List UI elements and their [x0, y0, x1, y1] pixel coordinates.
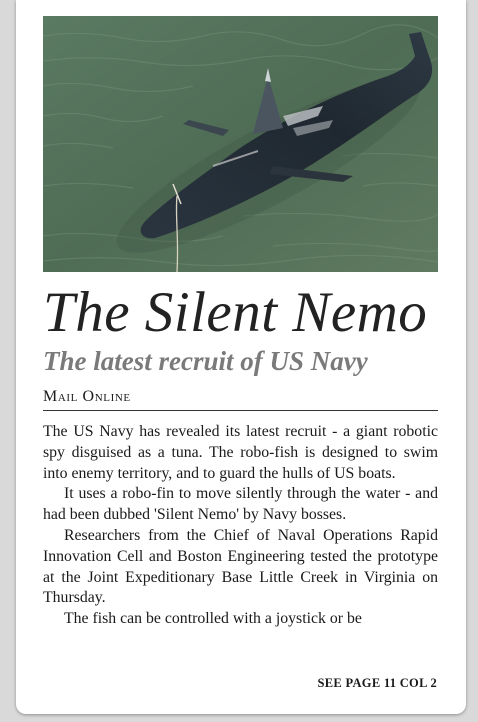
article-photo	[43, 16, 438, 272]
article-paragraph: The fish can be controlled with a joystick or be	[64, 610, 362, 628]
article-paragraph: The US Navy has revealed its latest recruit - a giant robotic spy disguised as a tuna. The robo-fish is designed to swim into enemy territory, and to guard the hulls of US boats.	[43, 423, 438, 482]
article-headline: The Silent Nemo	[43, 281, 428, 344]
article-subheadline: The latest recruit of US Navy	[43, 346, 368, 376]
article-card	[16, 0, 466, 714]
article-source: Mail Online	[43, 388, 131, 405]
headline-divider	[43, 410, 438, 411]
continuation-link[interactable]: SEE PAGE 11 COL 2	[317, 676, 437, 690]
robot-tuna-image	[43, 16, 438, 272]
article-body	[43, 422, 438, 630]
article-paragraph: Researchers from the Chief of Naval Operations Rapid Innovation Cell and Boston Engineering tested the prototype at the Joint Expeditionary Base Little Creek in Virginia on Thursday.	[43, 526, 438, 607]
article-paragraph: It uses a robo-fin to move silently through the water - and had been dubbed 'Silent Nemo' by Navy bosses.	[43, 485, 438, 524]
